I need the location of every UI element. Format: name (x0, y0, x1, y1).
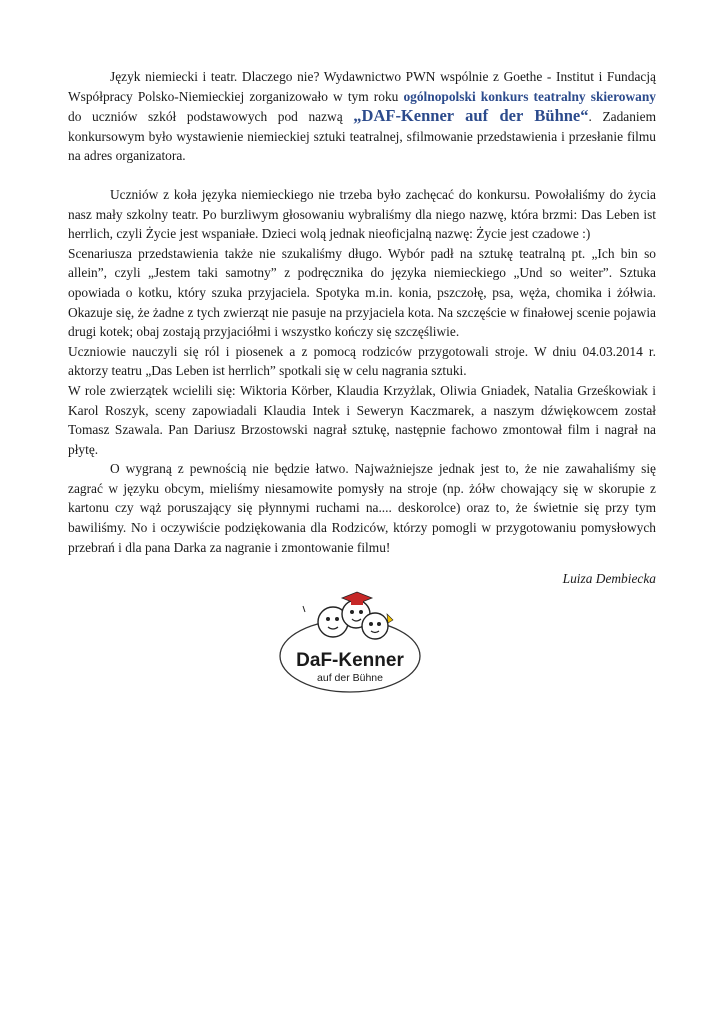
paragraph-intro (68, 67, 656, 166)
paragraph-preparation: Uczniowie nauczyli się ról i piosenek a z pomocą rodziców przygotowali stroje. W dniu 04.03.2014 r. aktorzy teatru „Das Leben ist herrlich” spotkali się w celu nagrania sztuki. (68, 343, 656, 379)
intro-text-3: . Zadaniem konkursowym było wystawienie niemieckiej sztuki teatralnej, sfilmowanie przedstawienia i przesłanie filmu na adres organizatora. (68, 109, 657, 164)
logo-title: DaF-Kenner (296, 650, 404, 671)
paragraph-conclusion: O wygraną z pewnością nie będzie łatwo. Najważniejsze jednak jest to, że nie zawahaliśmy się zagrać w języku obcym, mieliśmy niesamowite pomysły na stroje (np. żółw chowający się w skorupie z kartonu czy wąż poruszający się płynnymi ruchami na.... deskorolce) oraz to, że świetnie się przy tym bawiliśmy. No i oczywiście podziękowania dla Rodziców, którzy pomogli w przygotowaniu pomysłowych przebrań i dla pana Darka za nagranie i zmontowanie filmu! (68, 461, 656, 555)
paragraph-scenario: Scenariusza przedstawienia także nie szukaliśmy długo. Wybór padł na sztukę teatralną pt. „Ich bin so allein”, czyli „Jestem taki samotny” z podręcznika do języka niemieckiego „Und so weiter”. Sztuka opowiada o kotku, który szuka przyjaciela. Spotyka m.in. konia, pszczołę, psa, węża, chomika i żółwia. Okazuje się, że żadne z tych zwierząt nie pasuje na przyjaciela kota. Na szczęście w finałowej scenie pojawia drugi kotek; obaj zostają przyjaciółmi i wszystko kończy się szczęśliwie. (68, 245, 656, 340)
paragraph-cast: W role zwierzątek wcielili się: Wiktoria Körber, Klaudia Krzyżlak, Oliwia Gniadek, Natalia Grześkowiak i Karol Roszyk, sceny zapowiadali Klaudia Intek i Seweryn Kaczmarek, a naszym dźwiękowcem został Tomasz Szawala. Pan Dariusz Brzostowski nagrał sztukę, następnie fachowo zmontował film i nagrał na płytę. (68, 382, 656, 457)
signature: Luiza Dembiecka (562, 571, 656, 586)
contest-highlight: ogólnopolski konkurs teatralny skierowany (403, 88, 656, 104)
intro-text-1: Język niemiecki i teatr. Dlaczego nie? Wydawnictwo PWN wspólnie z Goethe - Institut i Fundacją Współpracy Polsko-Niemieckiej zorganizowało w tym roku (68, 69, 656, 104)
logo-subtitle: auf der Bühne (317, 672, 383, 684)
contest-name: „DAF-Kenner auf der Bühne“ (353, 106, 589, 126)
article-body (68, 67, 656, 557)
paragraph-theatre: Uczniów z koła języka niemieckiego nie trzeba było zachęcać do konkursu. Powołaliśmy do życia nasz mały szkolny teatr. Po burzliwym głosowaniu wybraliśmy dla niego nazwę, która brzmi: Das Leben ist herrlich, czyli Życie jest wspaniałe. Dzieci wolą jednak nieoficjalną nazwę: Życie jest czadowe :) (68, 186, 656, 242)
intro-text-2: do uczniów szkół podstawowych pod nazwą (68, 109, 354, 125)
daf-kenner-logo (275, 586, 425, 696)
